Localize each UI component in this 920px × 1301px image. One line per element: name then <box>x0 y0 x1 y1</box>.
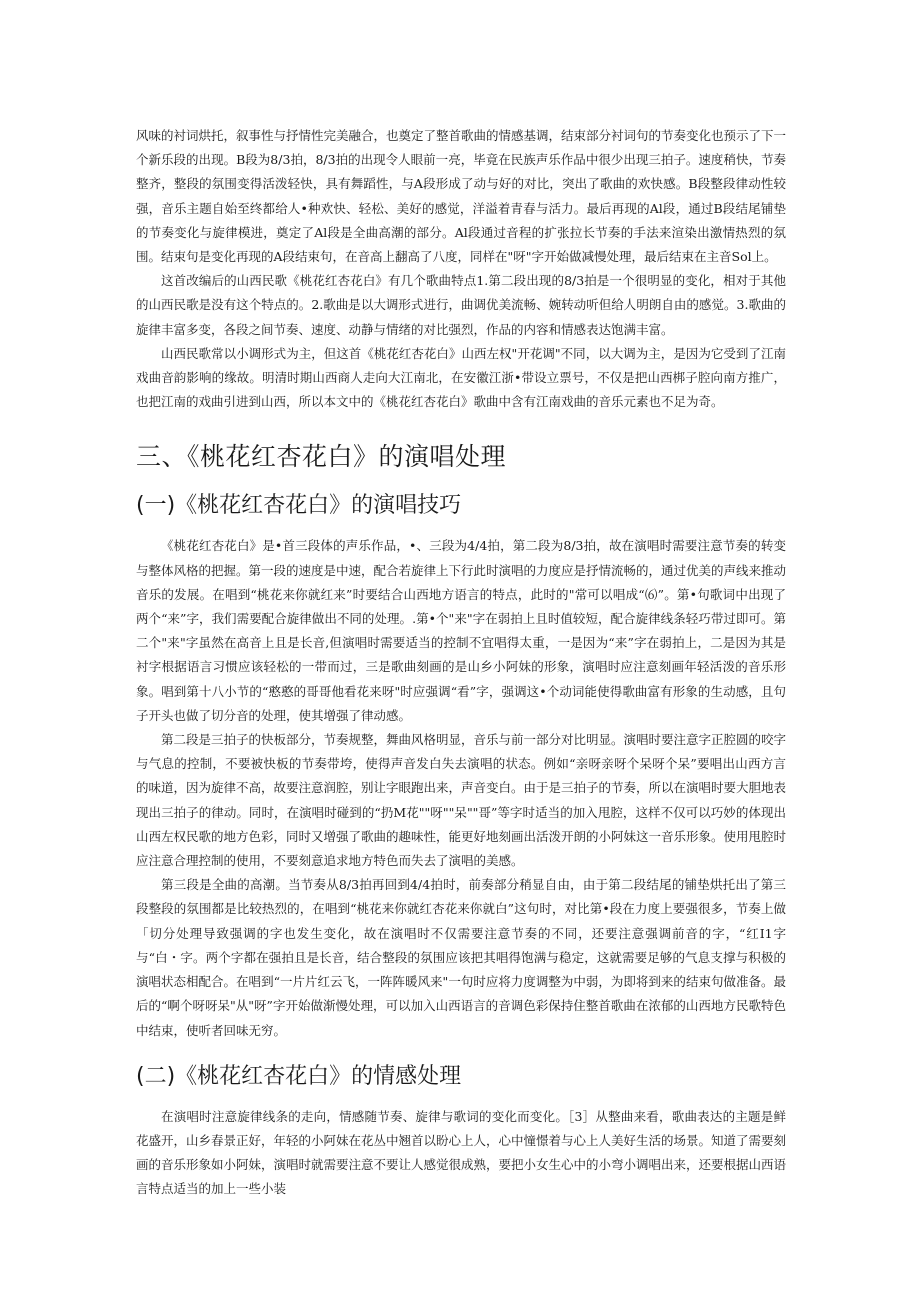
technique-paragraph-2: 第二段是三拍子的快板部分，节奏规整，舞曲风格明显，音乐与前一部分对比明显。演唱时要注意字正腔圆的咬字与气息的控制，不要被快板的节奏带垮，使得声音发白失去演唱的状态。例如“亲呀亲呀个呆呀个呆”要唱出山西方言的味道，因为旋律不高，故要注意润腔，别让字眼跑出来，声音变白。由于是三拍子的节奏，所以在演唱时要大胆地表现出三拍子的律动。同时，在演唱时碰到的“扔M花""呀""呆""哥”等字时适当的加入甩腔，这样不仅可以巧妙的体现出山西左权民歌的地方色彩，同时又增强了歌曲的趣味性，能更好地刻画出活泼开朗的小阿妹这一音乐形象。使用甩腔时应注意合理控制的使用，不要刻意追求地方特色而失去了演唱的美感。 <box>136 732 787 869</box>
body-paragraph-3: 山西民歌常以小调形式为主，但这首《桃花红杏花白》山西左权"开花调"不同，以大调为主，是因为它受到了江南戏曲音韵影响的缘故。明清时期山西商人走向大江南北，在安徽江浙•带设立票号，不仅是把山西梆子腔向南方推广，也把江南的戏曲引进到山西，所以本文中的《桃花红杏花白》歌曲中含有江南戏曲的音乐元素也不足为奇。 <box>136 345 786 410</box>
body-paragraph-2: 这首改编后的山西民歌《桃花红杏花白》有几个歌曲特点1.第二段出现的8/3拍是一个很明显的变化，相对于其他的山西民歌是没有这个特点的。2.歌曲是以大调形式进行，曲调优美流畅、婉转动听但给人明朗自由的感觉。3.歌曲的旋律丰富多变，各段之间节奏、速度、动静与情绪的对比强烈，作品的内容和情感表达饱满丰富。 <box>136 273 786 337</box>
section-heading-3: 三、《桃花红杏花白》的演唱处理 <box>136 442 507 472</box>
subsection-heading-singing-technique: (一)《桃花红杏花白》的演唱技巧 <box>136 493 462 519</box>
subsection-heading-emotion: (二)《桃花红杏花白》的情感处理 <box>136 1063 462 1089</box>
body-paragraph-1: 风味的衬词烘托，叙事性与抒情性完美融合，也奠定了整首歌曲的情感基调，结束部分衬词句的节奏变化也预示了下一个新乐段的出现。B段为8/3拍，8/3拍的出现令人眼前一亮，毕竟在民族声乐作品中很少出现三拍子。速度稍快，节奏整齐，整段的氛围变得活泼轻快，具有舞蹈性，与A段形成了动与好的对比，突出了歌曲的欢快感。B段整段律动性较强，音乐主题自始至终都给人•种欢快、轻松、美好的感觉，洋溢着青春与活力。最后再现的Al段，通过B段结尾铺垫的节奏变化与旋律模进，奠定了Al段是全曲高潮的部分。Al段通过音程的扩张拉长节奏的手法来渲染出激情热烈的氛围。结束句是变化再现的A段结束句，在音高上翻高了八度，同样在"呀"字开始做减慢处理，最后结束在主音Sol上。 <box>136 128 787 265</box>
emotion-paragraph-1: 在演唱时注意旋律线条的走向，情感随节奏、旋律与歌词的变化而变化。［3］从整曲来看，歌曲表达的主题是鲜花盛开，山乡春景正好，年轻的小阿妹在花丛中翘首以盼心上人，心中憧憬着与心上人美好生活的场景。知道了需要刻画的音乐形象如小阿妹，演唱时就需要注意不要让人感觉很成熟，要把小女生心中的小弯小调唱出来，还要根据山西语言特点适当的加上一些小装 <box>136 1108 787 1197</box>
document-page <box>136 124 786 1202</box>
technique-paragraph-3: 第三段是全曲的高潮。当节奏从8/3拍再回到4/4拍时，前奏部分稍显自由，由于第二段结尾的铺垫烘托出了第三段整段的氛围都是比较热烈的，在唱到“桃花来你就红杏花来你就白”这句时，对比第•段在力度上要强很多，节奏上做「切分处理导致强调的字也发生变化，故在演唱时不仅需要注意节奏的不同，还要注意强调前音的字，“红I1字与“白・字。两个字都在强拍且是长音，结合整段的氛围应该把其唱得饱满与稳定，这就需要足够的气息支撑与积极的演唱状态相配合。在唱到“一片片红云飞，一阵阵暖风来"一句时应将力度调整为中弱，为即将到来的结束句做准备。最后的“啊个呀呀呆"从"呀”字开始做渐慢处理，可以加入山西语言的音调色彩保持住整首歌曲在浓郁的山西地方民歌特色中结束，使听者回味无穷。 <box>136 877 786 1038</box>
technique-paragraph-1: 《桃花红杏花白》是•首三段体的声乐作品，•、三段为4/4拍，第二段为8/3拍，故在演唱时需要注意节奏的转变与整体风格的把握。第一段的速度是中速，配合若旋律上下行此时演唱的力度应是抒情流畅的，通过优美的声线来推动音乐的发展。在唱到“桃花来你就红来”时要结合山西地方语言的特点，此时的"常可以唱成“⑹”。第•句歌词中出现了两个“来”字，我们需要配合旋律做出不同的处理。.第•个"来"字在弱拍上且时值较短，配合旋律线条轻巧带过即可。第二个"来"字虽然在高音上且是长音,但演唱时需要适当的控制不宜唱得太重，一是因为“来”字在弱拍上，二是因为其是衬字根据语言习惯应该轻松的一带而过，三是歌曲刻画的是山乡小阿妹的形象，演唱时应注意刻画年轻活泼的音乐形象。唱到第十八小节的“憨憨的哥哥他看花来呀"时应强调“看”字，强调这•个动词能使得歌曲富有形象的生动感，且句子开头也做了切分音的处理，使其增强了律动感。 <box>136 538 787 723</box>
